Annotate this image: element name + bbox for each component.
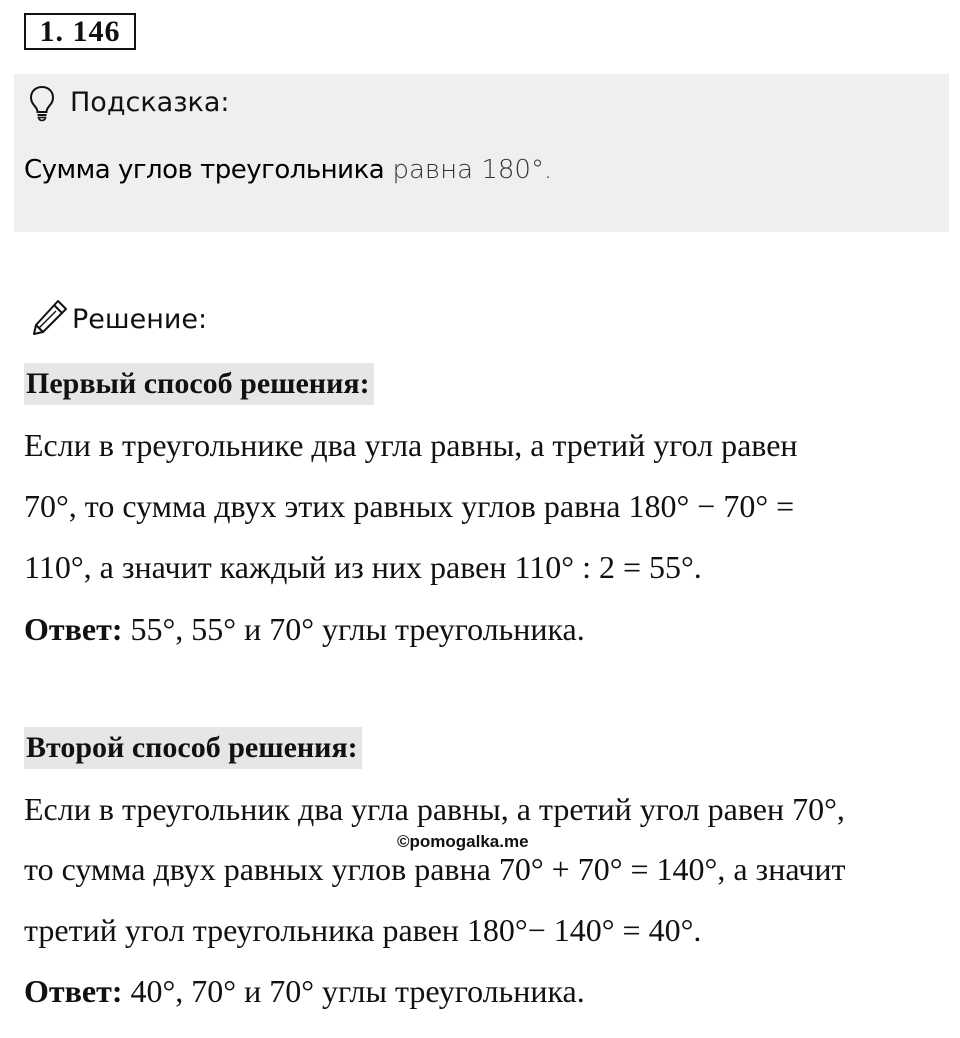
hint-title: Подсказка: — [70, 87, 230, 118]
method1-line: Если в треугольнике два угла равны, а третий угол равен — [24, 427, 798, 463]
method2-line: то сумма двух равных углов равна 70° + 70° = 140°, а значит — [24, 851, 846, 887]
method2-answer — [24, 971, 585, 1011]
hint-term: Сумма углов треугольника — [24, 155, 385, 185]
hint-text — [24, 150, 552, 190]
method1-heading: Первый способ решения: — [24, 363, 374, 405]
watermark: ©pomogalka.me — [397, 832, 529, 851]
method1-line: 70°, то сумма двух этих равных углов равна 180° − 70° = — [24, 488, 795, 524]
answer-label: Ответ: — [24, 973, 123, 1009]
solution-title: Решение: — [72, 304, 208, 335]
answer-label: Ответ: — [24, 611, 123, 647]
lightbulb-icon — [28, 84, 56, 122]
hint-rest: равна 180°. — [384, 155, 553, 185]
method2-line: Если в треугольник два угла равны, а третий угол равен 70°, — [24, 791, 845, 827]
answer-text: 40°, 70° и 70° углы треугольника. — [122, 973, 585, 1009]
problem-number: 1. 146 — [24, 13, 136, 50]
answer-text: 55°, 55° и 70° углы треугольника. — [122, 611, 585, 647]
method2-heading: Второй способ решения: — [24, 727, 362, 769]
method2-line: третий угол треугольника равен 180°− 140° = 40°. — [24, 912, 702, 948]
method1-line: 110°, а значит каждый из них равен 110° : 2 = 55°. — [24, 549, 702, 585]
pencil-icon — [30, 297, 70, 337]
method1-answer — [24, 609, 585, 649]
